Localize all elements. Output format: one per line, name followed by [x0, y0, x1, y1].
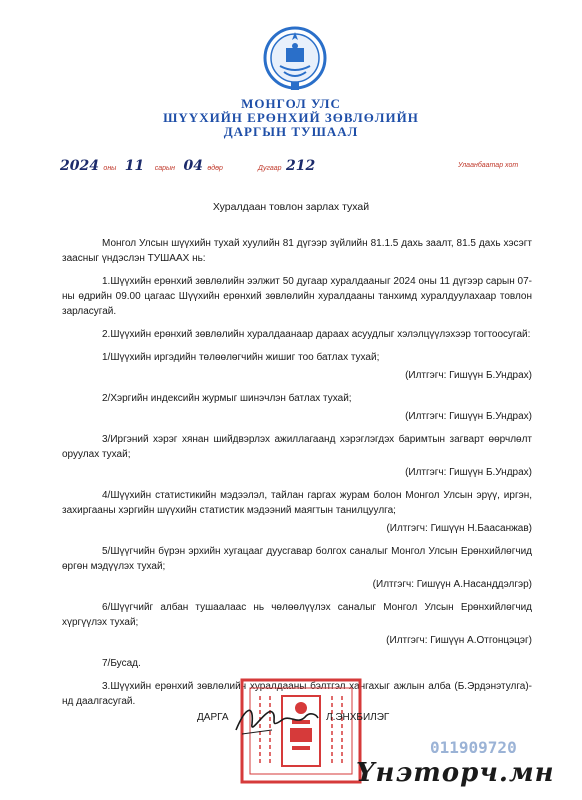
signer-name: Л.ЭНХБИЛЭГ	[326, 712, 390, 723]
document-body	[62, 236, 532, 709]
agenda-item: 7/Бусад.	[102, 658, 141, 669]
city-label: Улаанбаатар хот	[458, 162, 519, 169]
number-value: 212	[286, 158, 316, 174]
agenda-rapporteur: (Илтгэгч: Гишүүн А.Отгонцэцэг)	[386, 635, 532, 646]
agenda-rapporteur: (Илтгэгч: Гишүүн А.Насанддэлгэр)	[372, 579, 532, 590]
agenda-rapporteur: (Илтгэгч: Гишүүн Н.Баасанжав)	[386, 523, 532, 534]
agenda-list	[62, 350, 532, 671]
number-label: Дугаар	[258, 165, 282, 172]
agenda-item: 3/Иргэний хэрэг хянан шийдвэрлэх ажиллагаанд хэрэглэгдэх баримтын загварт өөрчлөлт оруулах тухай;	[62, 434, 532, 460]
agenda-rapporteur: (Илтгэгч: Гишүүн Б.Ундрах)	[405, 370, 532, 381]
agenda-rapporteur: (Илтгэгч: Гишүүн Б.Ундрах)	[405, 467, 532, 478]
date-month: 11	[124, 158, 145, 174]
agenda-rapporteur: (Илтгэгч: Гишүүн Б.Ундрах)	[405, 411, 532, 422]
agenda-item: 4/Шүүхийн статистикийн мэдээлэл, тайлан гаргах журам болон Монгол Улсын эрүү, иргэн, захиргааны хэргийн шүүхийн статистик мэдээний маягтын танилцуулга;	[62, 490, 532, 516]
document-serial: 011909720	[430, 738, 517, 757]
date-year-label: оны	[103, 165, 117, 172]
order-number	[258, 157, 315, 175]
signer-role: ДАРГА	[197, 712, 229, 723]
header-country: МОНГОЛ УЛС	[241, 96, 341, 111]
date-year: 2024	[60, 158, 99, 174]
date-day: 04	[183, 158, 203, 174]
watermark-logo: Үнэторч.мн	[356, 758, 555, 788]
agenda-item: 6/Шүүгчийг албан тушаалаас нь чөлөөлүүлэх саналыг Монгол Улсын Ерөнхийлөгчид хүргүүлэх тухай;	[62, 602, 532, 628]
date-day-label: өдөр	[207, 165, 223, 172]
header-council: ШҮҮХИЙН ЕРӨНХИЙ ЗӨВЛӨЛИЙН	[163, 110, 419, 125]
agenda-item: 5/Шүүгчийн бүрэн эрхийн хугацааг дуусгавар болгох саналыг Монгол Улсын Ерөнхийлөгчид өргөн мэдүүлэх тухай;	[62, 546, 532, 572]
agenda-item: 2/Хэргийн индексийн журмыг шинэчлэн батлах тухай;	[102, 393, 352, 404]
header-order: ДАРГЫН ТУШААЛ	[223, 124, 359, 139]
agenda-item: 1/Шүүхийн иргэдийн төлөөлөгчийн жишиг тоо батлах тухай;	[102, 352, 380, 363]
item-1: 1.Шүүхийн ерөнхий зөвлөлийн ээлжит 50 дугаар хуралдааныг 2024 оны 11 дүгээр сарын 07-ны өдрийн 09.00 цагаас Шүүхийн ерөнхий зөвлөлийн хуралдааны танхимд хуралдуулахаар товлон зарласугай.	[62, 276, 532, 317]
item-2: 2.Шүүхийн ерөнхий зөвлөлийн хуралдаанаар дараах асуудлыг хэлэлцүүлэхээр тогтоосугай:	[102, 329, 531, 340]
intro-paragraph: Монгол Улсын шүүхийн тухай хуулийн 81 дүгээр зүйлийн 81.1.5 дахь заалт, 81.5 дахь хэсэгт заасныг үндэслэн ТУШААХ нь:	[62, 238, 532, 264]
signature-icon	[232, 700, 322, 738]
state-emblem-icon	[262, 22, 328, 94]
item-3: 3.Шүүхийн ерөнхий зөвлөлийн хуралдааны бэлтгэл хангахыг ажлын алба (Б.Эрдэнэтулга)-нд даалгасугай.	[62, 681, 532, 707]
date-line	[60, 157, 223, 175]
date-month-label: сарын	[154, 165, 176, 172]
document-title: Хуралдаан товлон зарлах тухай	[212, 201, 370, 213]
